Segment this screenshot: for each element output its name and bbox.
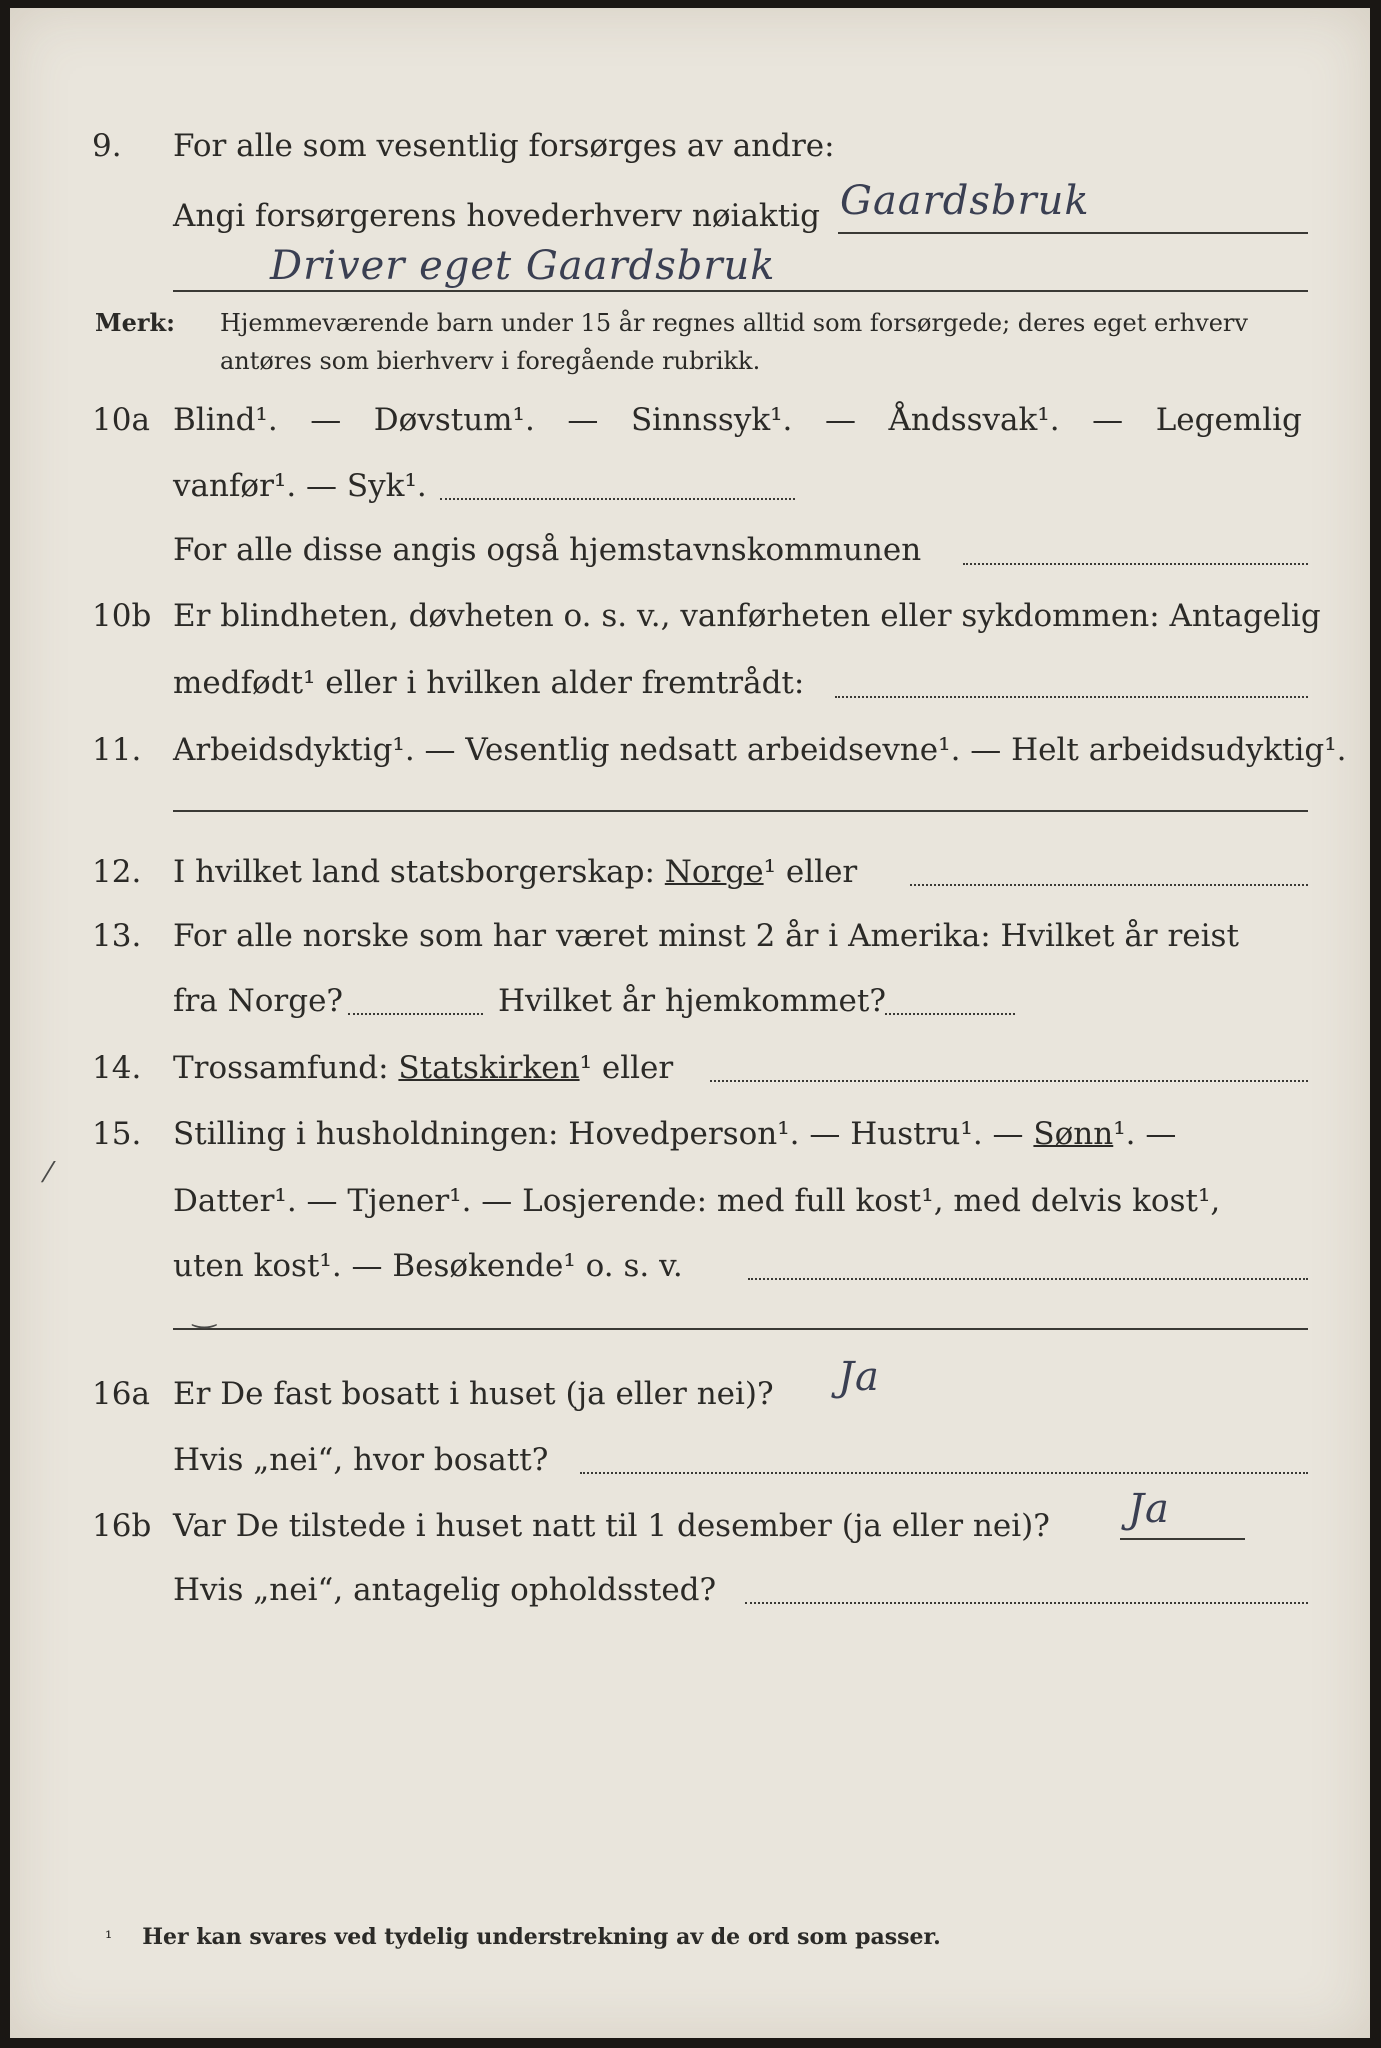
merk-label: Merk: (95, 308, 175, 337)
q10b-row-2 (10, 653, 1370, 713)
q10b-line-2: medfødt¹ eller i hvilken alder fremtrådt: (173, 665, 805, 701)
footnote-mark: ¹ (105, 1928, 113, 1949)
q9-answer-line-2 (173, 290, 1308, 292)
q9-answer-line-1 (838, 232, 1308, 234)
q12-number: 12. (92, 854, 142, 890)
q13-part-a: fra Norge? (173, 983, 344, 1019)
q9-handwritten-answer-2: Driver eget Gaardsbruk (270, 243, 776, 289)
q14-text (173, 1038, 673, 1098)
q10a-row-3 (10, 520, 1370, 580)
q12-answer-line (910, 884, 1308, 886)
q15-line-2: Datter¹. — Tjener¹. — Losjerende: med full kost¹, med delvis kost¹, (173, 1183, 1221, 1219)
q13-line-1: For alle norske som har været minst 2 år i Amerika: Hvilket år reist (173, 918, 1239, 954)
q15-line-3: uten kost¹. — Besøkende¹ o. s. v. (173, 1248, 683, 1284)
q12-row (10, 842, 1370, 902)
q13-reist-answer-line (348, 1013, 483, 1015)
q15-extra-line (173, 1328, 1308, 1330)
dash: — (310, 402, 342, 438)
q16b-answer-line-1 (1120, 1538, 1245, 1540)
q16a-line-1: Er De fast bosatt i huset (ja eller nei)? (173, 1376, 774, 1412)
q15-row-1 (10, 1104, 1370, 1164)
census-form-page (10, 8, 1370, 2038)
q16b-line-2: Hvis „nei“, antagelig opholdssted? (173, 1572, 717, 1608)
footnote (105, 1924, 941, 1950)
q15-suffix: ¹. — (1113, 1116, 1177, 1152)
dash: — (824, 402, 856, 438)
q16b-line-1: Var De tilstede i huset natt til 1 desember (ja eller nei)? (173, 1508, 1050, 1544)
q10b-row-1 (10, 586, 1370, 646)
merk-line-1: Hjemmeværende barn under 15 år regnes alltid som forsørgede; deres eget erhverv (220, 309, 1248, 337)
q11-row-1 (10, 720, 1370, 780)
q16a-handwritten-answer: Ja (838, 1354, 880, 1400)
q12-prefix: I hvilket land statsborgerskap: (173, 854, 655, 890)
q14-prefix: Trossamfund: (173, 1050, 389, 1086)
q16b-handwritten-answer: Ja (1128, 1486, 1170, 1532)
q10a-line-3: For alle disse angis også hjemstavnskommunen (173, 532, 922, 568)
option-dovstum: Døvstum¹. (373, 402, 535, 438)
q10a-syk-answer-line (440, 498, 795, 500)
q10a-options (173, 390, 1302, 450)
q11-answer-line (173, 810, 1308, 812)
q12-norge-underlined: Norge (664, 854, 764, 890)
merk-line-2: antøres som bierhverv i foregående rubrikk. (220, 347, 761, 375)
q10b-line-1: Er blindheten, døvheten o. s. v., vanførheten eller sykdommen: Antagelig (173, 598, 1321, 634)
q13-hjemkommet-answer-line (885, 1013, 1015, 1015)
q9-row-2 (10, 186, 1370, 246)
q14-answer-line (710, 1080, 1308, 1082)
footnote-text: Her kan svares ved tydelig understrekning av de ord som passer. (142, 1924, 941, 1950)
q10a-row-2 (10, 456, 1370, 516)
q12-text (173, 842, 857, 902)
q9-line-2: Angi forsørgerens hovederhverv nøiaktig (173, 198, 820, 234)
q11-number: 11. (92, 732, 142, 768)
q14-statskirken-underlined: Statskirken (398, 1050, 580, 1086)
q13-row-2 (10, 971, 1370, 1031)
q13-row-1 (10, 906, 1370, 966)
q9-row-1 (10, 116, 1370, 176)
q16b-row-2 (10, 1560, 1370, 1620)
option-sinnssyk: Sinnssyk¹. (630, 402, 793, 438)
q14-number: 14. (92, 1050, 142, 1086)
q9-handwritten-answer-1: Gaardsbruk (840, 178, 1090, 224)
q10a-row-1 (10, 390, 1370, 450)
q10a-kommune-answer-line (963, 563, 1308, 565)
margin-dash-mark: ‿ (193, 1296, 216, 1329)
q10b-number: 10b (92, 598, 152, 634)
option-andssvak: Åndssvak¹. (888, 402, 1060, 438)
q10a-line-2: vanfør¹. — Syk¹. (173, 468, 427, 504)
option-legemlig: Legemlig (1155, 402, 1302, 438)
dash: — (567, 402, 599, 438)
q15-prefix: Stilling i husholdningen: Hovedperson¹. — Hustru¹. — (173, 1116, 1024, 1152)
q13-number: 13. (92, 918, 142, 954)
q15-answer-line (748, 1278, 1308, 1280)
q16a-number: 16a (92, 1376, 150, 1412)
q10b-answer-line (835, 696, 1308, 698)
q11-line-1: Arbeidsdyktig¹. — Vesentlig nedsatt arbeidsevne¹. — Helt arbeidsudyktig¹. (173, 732, 1347, 768)
q9-number: 9. (92, 128, 122, 164)
option-blind: Blind¹. (173, 402, 278, 438)
q16a-row-2 (10, 1430, 1370, 1490)
q16a-row-1 (10, 1364, 1370, 1424)
q15-row-2 (10, 1171, 1370, 1231)
margin-tick-mark: ⁄ (46, 1156, 51, 1189)
q13-part-b: Hvilket år hjemkommet? (498, 983, 886, 1019)
q16a-line-2: Hvis „nei“, hvor bosatt? (173, 1442, 549, 1478)
q14-suffix: ¹ eller (579, 1050, 674, 1086)
q15-sonn-underlined: Sønn (1033, 1116, 1114, 1152)
q15-line-1 (173, 1104, 1176, 1164)
q12-suffix: ¹ eller (763, 854, 858, 890)
q14-row (10, 1038, 1370, 1098)
q9-line-1: For alle som vesentlig forsørges av andre: (173, 128, 835, 164)
q10a-number: 10a (92, 402, 150, 438)
q15-number: 15. (92, 1116, 142, 1152)
q16b-number: 16b (92, 1508, 152, 1544)
q16b-answer-line-2 (745, 1602, 1308, 1604)
q15-row-3 (10, 1236, 1370, 1296)
q16a-answer-line (580, 1472, 1308, 1474)
dash: — (1092, 402, 1124, 438)
